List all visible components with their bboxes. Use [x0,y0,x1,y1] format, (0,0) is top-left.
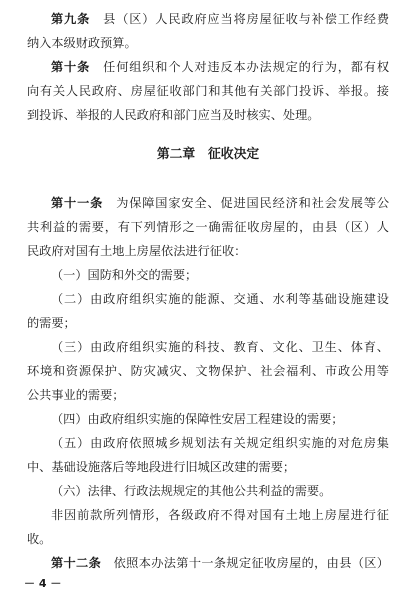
chapter-title: 第二章 征收决定 [156,147,260,162]
list-item-5-line-1: （五）由政府依照城乡规划法有关规定组织实施的对危房集 [51,436,389,450]
article-12-label: 第十二条 [51,556,102,570]
article-11-line-3: 民政府对国有土地上房屋依法进行征收： [27,244,247,258]
article-10-line-2: 向有关人民政府、房屋征收部门和其他有关部门投诉、举报。接 [27,84,389,98]
list-item-2-line-2: 的需要； [27,316,76,330]
list-item-3-line-2: 环境和资源保护、防灾减灾、文物保护、社会福利、市政公用等 [27,364,389,378]
article-10-line-3: 到投诉、举报的人民政府和部门应当及时核实、处理。 [27,108,320,122]
article-11-line-1: 第十一条 为保障国家安全、促进国民经济和社会发展等公 [51,196,389,210]
article-11-line-2: 共利益的需要，有下列情形之一确需征收房屋的，由县（区）人 [27,220,389,234]
article-11-label: 第十一条 [51,196,104,210]
list-item-6: （六）法律、行政法规规定的其他公共利益的需要。 [51,484,332,498]
article-11-closing-line-2: 收。 [27,532,52,546]
list-item-5-line-2: 中、基础设施落后等地段进行旧城区改建的需要； [27,460,296,474]
article-11-closing-line-1: 非因前款所列情形，各级政府不得对国有土地上房屋进行征 [51,508,389,522]
article-9-line-1: 第九条 县（区）人民政府应当将房屋征收与补偿工作经费 [51,12,389,26]
article-9-label: 第九条 [51,12,91,26]
list-item-4: （四）由政府组织实施的保障性安居工程建设的需要； [51,412,344,426]
article-10-label: 第十条 [51,60,91,74]
article-12-line-1: 第十二条 依照本办法第十一条规定征收房屋的，由县（区） [51,556,389,570]
list-item-1: （一）国防和外交的需要； [51,268,198,282]
article-10-line-1: 第十条 任何组织和个人对违反本办法规定的行为，都有权 [51,60,389,74]
article-9-line-2: 纳入本级财政预算。 [27,36,137,50]
list-item-3-line-1: （三）由政府组织实施的科技、教育、文化、卫生、体育、 [51,340,389,354]
list-item-2-line-1: （二）由政府组织实施的能源、交通、水利等基础设施建设 [51,292,389,306]
list-item-3-line-3: 公共事业的需要； [27,388,125,402]
page-number: － 4 － [24,577,62,590]
